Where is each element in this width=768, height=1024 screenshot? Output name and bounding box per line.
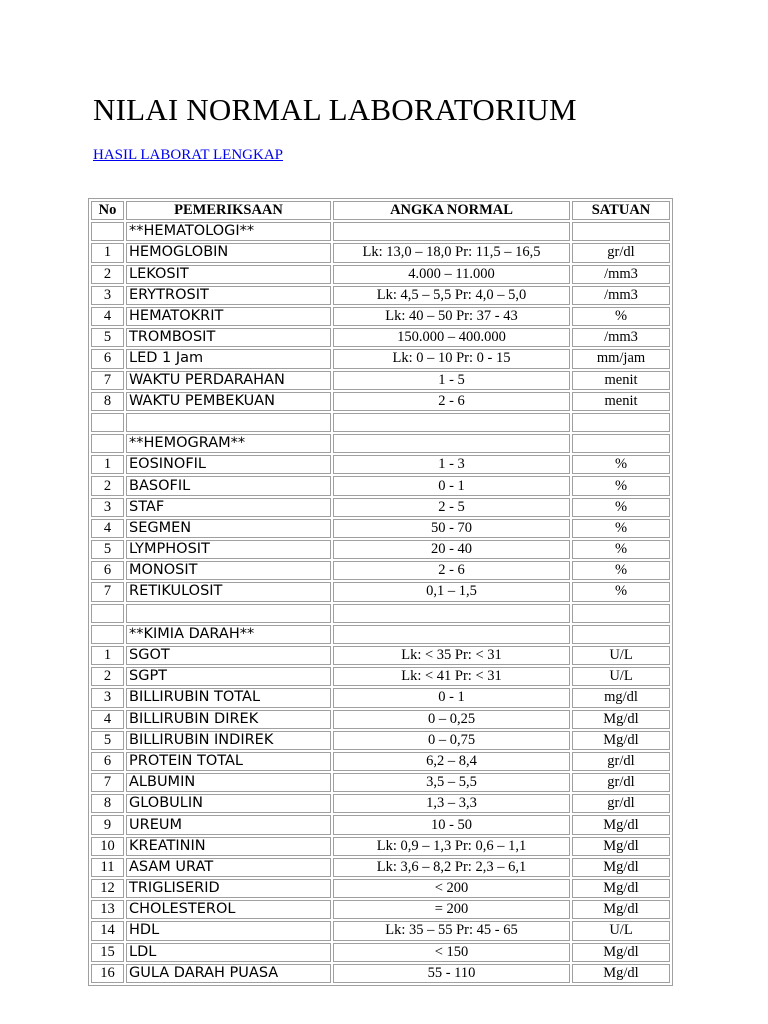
- row-number-cell: [91, 625, 124, 644]
- row-number-cell: 6: [91, 561, 124, 580]
- unit-cell: [572, 604, 670, 623]
- table-row: [91, 582, 670, 601]
- unit-cell: U/L: [572, 921, 670, 940]
- normal-range-cell: 3,5 – 5,5: [333, 773, 570, 792]
- normal-range-cell: 2 - 5: [333, 498, 570, 517]
- row-number-cell: 1: [91, 646, 124, 665]
- row-number-cell: 15: [91, 943, 124, 962]
- unit-cell: %: [572, 582, 670, 601]
- unit-cell: Mg/dl: [572, 900, 670, 919]
- normal-range-cell: Lk: 35 – 55 Pr: 45 - 65: [333, 921, 570, 940]
- normal-range-cell: Lk: < 35 Pr: < 31: [333, 646, 570, 665]
- row-number-cell: 2: [91, 476, 124, 495]
- row-number-cell: 6: [91, 349, 124, 368]
- normal-range-cell: 20 - 40: [333, 540, 570, 559]
- examination-name-cell: MONOSIT: [126, 561, 331, 580]
- table-row: [91, 921, 670, 940]
- row-number-cell: [91, 222, 124, 241]
- table-row: [91, 455, 670, 474]
- row-number-cell: 9: [91, 815, 124, 834]
- examination-name-cell: TRIGLISERID: [126, 879, 331, 898]
- lab-values-table-container: [88, 198, 673, 986]
- examination-name-cell: TROMBOSIT: [126, 328, 331, 347]
- normal-range-cell: 2 - 6: [333, 561, 570, 580]
- unit-cell: %: [572, 476, 670, 495]
- row-number-cell: 7: [91, 371, 124, 390]
- unit-cell: mm/jam: [572, 349, 670, 368]
- row-number-cell: 12: [91, 879, 124, 898]
- normal-range-cell: 0 - 1: [333, 476, 570, 495]
- normal-range-cell: 1 - 5: [333, 371, 570, 390]
- normal-range-cell: [333, 434, 570, 453]
- table-row: [91, 858, 670, 877]
- table-row: [91, 540, 670, 559]
- table-row: [91, 265, 670, 284]
- unit-cell: Mg/dl: [572, 837, 670, 856]
- unit-cell: gr/dl: [572, 752, 670, 771]
- unit-cell: U/L: [572, 667, 670, 686]
- row-number-cell: 11: [91, 858, 124, 877]
- examination-name-cell: BILLIRUBIN DIREK: [126, 710, 331, 729]
- unit-cell: %: [572, 519, 670, 538]
- examination-name-cell: KREATININ: [126, 837, 331, 856]
- table-row: [91, 307, 670, 326]
- examination-name-cell: UREUM: [126, 815, 331, 834]
- row-number-cell: 4: [91, 710, 124, 729]
- table-row: [91, 943, 670, 962]
- row-number-cell: 7: [91, 582, 124, 601]
- table-header-row: [91, 201, 670, 220]
- examination-name-cell: **HEMOGRAM**: [126, 434, 331, 453]
- table-row: [91, 519, 670, 538]
- table-row: [91, 434, 670, 453]
- examination-name-cell: EOSINOFIL: [126, 455, 331, 474]
- row-number-cell: 5: [91, 328, 124, 347]
- table-row: [91, 667, 670, 686]
- examination-name-cell: [126, 413, 331, 432]
- examination-name-cell: BILLIRUBIN TOTAL: [126, 688, 331, 707]
- normal-range-cell: 0,1 – 1,5: [333, 582, 570, 601]
- normal-range-cell: Lk: 3,6 – 8,2 Pr: 2,3 – 6,1: [333, 858, 570, 877]
- unit-cell: /mm3: [572, 265, 670, 284]
- row-number-cell: 7: [91, 773, 124, 792]
- unit-cell: gr/dl: [572, 794, 670, 813]
- examination-name-cell: **HEMATOLOGI**: [126, 222, 331, 241]
- unit-cell: Mg/dl: [572, 858, 670, 877]
- unit-cell: %: [572, 540, 670, 559]
- row-number-cell: 1: [91, 455, 124, 474]
- table-row: [91, 625, 670, 644]
- examination-name-cell: WAKTU PERDARAHAN: [126, 371, 331, 390]
- row-number-cell: 13: [91, 900, 124, 919]
- examination-name-cell: STAF: [126, 498, 331, 517]
- normal-range-cell: Lk: 0,9 – 1,3 Pr: 0,6 – 1,1: [333, 837, 570, 856]
- examination-name-cell: LDL: [126, 943, 331, 962]
- examination-name-cell: LYMPHOSIT: [126, 540, 331, 559]
- row-number-cell: 1: [91, 243, 124, 262]
- examination-name-cell: SGOT: [126, 646, 331, 665]
- unit-cell: [572, 222, 670, 241]
- normal-range-cell: [333, 625, 570, 644]
- examination-name-cell: SGPT: [126, 667, 331, 686]
- normal-range-cell: Lk: 40 – 50 Pr: 37 - 43: [333, 307, 570, 326]
- lab-values-table: [88, 198, 673, 986]
- table-row: [91, 837, 670, 856]
- normal-range-cell: 4.000 – 11.000: [333, 265, 570, 284]
- table-row: [91, 879, 670, 898]
- normal-range-cell: [333, 604, 570, 623]
- unit-cell: %: [572, 498, 670, 517]
- table-row: [91, 498, 670, 517]
- examination-name-cell: GLOBULIN: [126, 794, 331, 813]
- row-number-cell: 10: [91, 837, 124, 856]
- table-row: [91, 794, 670, 813]
- table-row: [91, 752, 670, 771]
- unit-cell: /mm3: [572, 286, 670, 305]
- normal-range-cell: 1,3 – 3,3: [333, 794, 570, 813]
- examination-name-cell: [126, 604, 331, 623]
- row-number-cell: 3: [91, 688, 124, 707]
- examination-name-cell: ERYTROSIT: [126, 286, 331, 305]
- examination-name-cell: ALBUMIN: [126, 773, 331, 792]
- table-row: [91, 243, 670, 262]
- row-number-cell: 5: [91, 731, 124, 750]
- normal-range-cell: 55 - 110: [333, 964, 570, 983]
- unit-cell: [572, 434, 670, 453]
- header-examination: PEMERIKSAAN: [126, 201, 331, 220]
- table-row: [91, 773, 670, 792]
- normal-range-cell: 150.000 – 400.000: [333, 328, 570, 347]
- unit-cell: Mg/dl: [572, 879, 670, 898]
- table-row: [91, 731, 670, 750]
- normal-range-cell: = 200: [333, 900, 570, 919]
- table-row: [91, 371, 670, 390]
- unit-cell: /mm3: [572, 328, 670, 347]
- unit-cell: Mg/dl: [572, 710, 670, 729]
- normal-range-cell: 0 – 0,25: [333, 710, 570, 729]
- row-number-cell: 3: [91, 498, 124, 517]
- examination-name-cell: SEGMEN: [126, 519, 331, 538]
- row-number-cell: 4: [91, 519, 124, 538]
- examination-name-cell: PROTEIN TOTAL: [126, 752, 331, 771]
- normal-range-cell: [333, 413, 570, 432]
- unit-cell: [572, 625, 670, 644]
- table-row: [91, 646, 670, 665]
- normal-range-cell: < 200: [333, 879, 570, 898]
- unit-cell: Mg/dl: [572, 815, 670, 834]
- unit-cell: [572, 413, 670, 432]
- table-row: [91, 964, 670, 983]
- unit-cell: menit: [572, 371, 670, 390]
- normal-range-cell: 0 – 0,75: [333, 731, 570, 750]
- row-number-cell: 8: [91, 392, 124, 411]
- table-row: [91, 392, 670, 411]
- normal-range-cell: Lk: 4,5 – 5,5 Pr: 4,0 – 5,0: [333, 286, 570, 305]
- examination-name-cell: LED 1 Jam: [126, 349, 331, 368]
- normal-range-cell: Lk: 13,0 – 18,0 Pr: 11,5 – 16,5: [333, 243, 570, 262]
- table-row: [91, 476, 670, 495]
- row-number-cell: 5: [91, 540, 124, 559]
- row-number-cell: 16: [91, 964, 124, 983]
- normal-range-cell: Lk: < 41 Pr: < 31: [333, 667, 570, 686]
- row-number-cell: 2: [91, 667, 124, 686]
- examination-name-cell: LEKOSIT: [126, 265, 331, 284]
- examination-name-cell: HEMATOKRIT: [126, 307, 331, 326]
- unit-cell: Mg/dl: [572, 731, 670, 750]
- unit-cell: Mg/dl: [572, 943, 670, 962]
- header-normal-range: ANGKA NORMAL: [333, 201, 570, 220]
- unit-cell: %: [572, 307, 670, 326]
- unit-cell: menit: [572, 392, 670, 411]
- normal-range-cell: 1 - 3: [333, 455, 570, 474]
- normal-range-cell: 10 - 50: [333, 815, 570, 834]
- examination-name-cell: CHOLESTEROL: [126, 900, 331, 919]
- examination-name-cell: RETIKULOSIT: [126, 582, 331, 601]
- table-row: [91, 328, 670, 347]
- row-number-cell: 2: [91, 265, 124, 284]
- row-number-cell: [91, 604, 124, 623]
- examination-name-cell: WAKTU PEMBEKUAN: [126, 392, 331, 411]
- row-number-cell: 6: [91, 752, 124, 771]
- table-row: [91, 413, 670, 432]
- examination-name-cell: BILLIRUBIN INDIREK: [126, 731, 331, 750]
- normal-range-cell: 50 - 70: [333, 519, 570, 538]
- unit-cell: %: [572, 455, 670, 474]
- table-row: [91, 349, 670, 368]
- table-row: [91, 710, 670, 729]
- normal-range-cell: 2 - 6: [333, 392, 570, 411]
- row-number-cell: 3: [91, 286, 124, 305]
- table-row: [91, 604, 670, 623]
- normal-range-cell: 0 - 1: [333, 688, 570, 707]
- row-number-cell: [91, 413, 124, 432]
- header-no: No: [91, 201, 124, 220]
- unit-cell: mg/dl: [572, 688, 670, 707]
- table-row: [91, 688, 670, 707]
- table-row: [91, 815, 670, 834]
- table-row: [91, 222, 670, 241]
- unit-cell: gr/dl: [572, 243, 670, 262]
- examination-name-cell: ASAM URAT: [126, 858, 331, 877]
- normal-range-cell: 6,2 – 8,4: [333, 752, 570, 771]
- examination-name-cell: BASOFIL: [126, 476, 331, 495]
- row-number-cell: 14: [91, 921, 124, 940]
- page-title: NILAI NORMAL LABORATORIUM: [93, 92, 577, 127]
- row-number-cell: [91, 434, 124, 453]
- lab-results-link[interactable]: HASIL LABORAT LENGKAP: [93, 147, 284, 163]
- table-body: [91, 222, 670, 983]
- examination-name-cell: GULA DARAH PUASA: [126, 964, 331, 983]
- examination-name-cell: HDL: [126, 921, 331, 940]
- table-row: [91, 561, 670, 580]
- header-unit: SATUAN: [572, 201, 670, 220]
- normal-range-cell: < 150: [333, 943, 570, 962]
- normal-range-cell: Lk: 0 – 10 Pr: 0 - 15: [333, 349, 570, 368]
- row-number-cell: 8: [91, 794, 124, 813]
- unit-cell: U/L: [572, 646, 670, 665]
- unit-cell: gr/dl: [572, 773, 670, 792]
- unit-cell: Mg/dl: [572, 964, 670, 983]
- examination-name-cell: HEMOGLOBIN: [126, 243, 331, 262]
- table-row: [91, 900, 670, 919]
- unit-cell: %: [572, 561, 670, 580]
- examination-name-cell: **KIMIA DARAH**: [126, 625, 331, 644]
- normal-range-cell: [333, 222, 570, 241]
- table-row: [91, 286, 670, 305]
- row-number-cell: 4: [91, 307, 124, 326]
